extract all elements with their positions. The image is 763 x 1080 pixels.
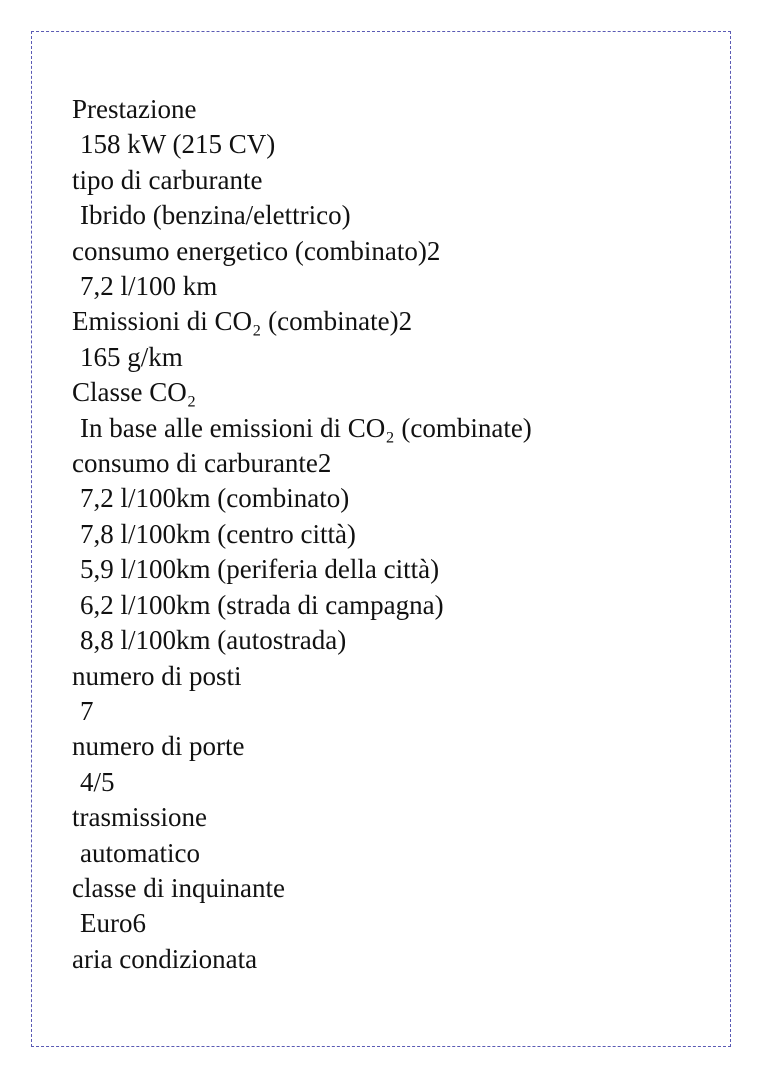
spec-label-air-conditioning: aria condizionata: [72, 943, 258, 974]
spec-label-performance: Prestazione: [72, 94, 197, 124]
spec-value-transmission: automatico: [80, 837, 200, 868]
spec-value-fuel-highway: 8,8 l/100km (autostrada): [80, 625, 347, 656]
spec-value-seats: 7: [80, 695, 94, 726]
spec-label-energy-consumption: consumo energetico (combinato)2: [72, 235, 441, 266]
spec-label-co2-emissions: Emissioni di CO₂ (combinate)2: [72, 306, 413, 337]
spec-value-energy-consumption: 7,2 l/100 km: [80, 271, 218, 302]
spec-value-doors: 4/5: [80, 766, 115, 797]
spec-value-fuel-combined: 7,2 l/100km (combinato): [80, 483, 350, 514]
vehicle-spec-list: [72, 92, 532, 977]
spec-label-fuel-type: tipo di carburante: [72, 164, 263, 195]
spec-value-performance: 158 kW (215 CV): [80, 129, 276, 160]
spec-label-doors: numero di porte: [72, 731, 245, 762]
spec-label-transmission: trasmissione: [72, 802, 207, 833]
spec-label-fuel-consumption: consumo di carburante2: [72, 448, 332, 479]
spec-label-co2-class: Classe CO₂: [72, 377, 197, 408]
spec-value-emission-class: Euro6: [80, 908, 146, 939]
spec-value-fuel-city-center: 7,8 l/100km (centro città): [80, 518, 356, 549]
spec-value-fuel-type: Ibrido (benzina/elettrico): [80, 200, 351, 231]
spec-value-co2-class: In base alle emissioni di CO₂ (combinate): [80, 412, 532, 443]
spec-value-fuel-suburban: 5,9 l/100km (periferia della città): [80, 554, 440, 585]
spec-value-fuel-country-road: 6,2 l/100km (strada di campagna): [80, 589, 444, 620]
spec-label-emission-class: classe di inquinante: [72, 872, 285, 903]
spec-value-co2-emissions: 165 g/km: [80, 341, 183, 372]
spec-label-seats: numero di posti: [72, 660, 242, 691]
